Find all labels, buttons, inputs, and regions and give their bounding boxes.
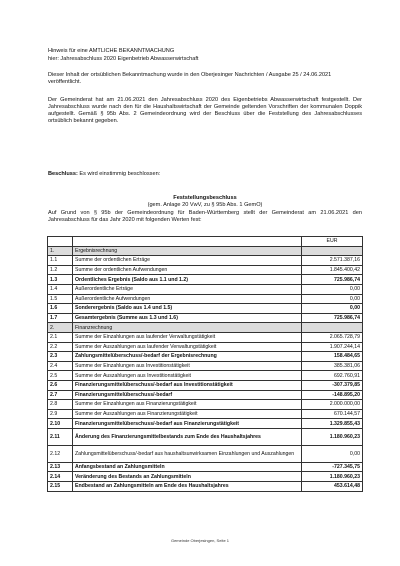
- row-label: Summe der ordentlichen Aufwendungen: [73, 265, 302, 275]
- row-label: Zahlungsmittelüberschuss/-bedarf aus haushaltsunwirksamen Einzahlungen und Auszahlungen: [73, 445, 302, 462]
- table-row: [48, 313, 363, 323]
- row-label: Summe der Einzahlungen aus Investitionstätigkeit: [73, 361, 302, 371]
- row-label: Ordentliches Ergebnis (Saldo aus 1.1 und 1.2): [73, 275, 302, 285]
- row-value: [302, 323, 363, 333]
- table-row: [48, 284, 363, 294]
- row-label: Finanzierungsmittelüberschuss/-bedarf aus Finanzierungstätigkeit: [73, 419, 302, 429]
- feststellung-title: Feststellungsbeschluss: [173, 195, 237, 201]
- table-row: [48, 275, 363, 285]
- row-number: 2.5: [48, 371, 73, 381]
- row-number: 2.2: [48, 342, 73, 352]
- row-number: 2.11: [48, 428, 73, 445]
- publication-note: Dieser Inhalt der ortsüblichen Bekanntmachung wurde in den Oberjesinger Nachrichten / Ausgabe 25 / 24.06.2021 veröffentlicht.: [48, 72, 332, 85]
- row-value: 1.845.400,42: [302, 265, 363, 275]
- row-label: Außerordentliche Aufwendungen: [73, 294, 302, 304]
- resolution-text: Es wird einstimmig beschlossen:: [77, 171, 161, 177]
- table-row: [48, 265, 363, 275]
- row-number: 1.5: [48, 294, 73, 304]
- row-value: 725.986,74: [302, 275, 363, 285]
- row-label: Summe der Auszahlungen aus Finanzierungstätigkeit: [73, 409, 302, 419]
- intro-paragraph: Auf Grund von § 95b der Gemeindeordnung für Baden-Württemberg stellt der Gemeinderat am 21.06.2021 den Jahresabschluss für das Jahr 2020 mit folgenden Werten fest:: [48, 210, 362, 223]
- row-label: Finanzierungsmittelüberschuss/-bedarf aus Investitionstätigkeit: [73, 380, 302, 390]
- row-number: 1.1: [48, 256, 73, 266]
- title-line-2: hier: Jahresabschluss 2020 Eigenbetrieb Abwasserwirtschaft: [48, 55, 199, 62]
- table-row: [48, 419, 363, 429]
- currency-header: EUR: [302, 237, 363, 247]
- row-label: Änderung des Finanzierungsmittelbestands zum Ende des Haushaltsjahres: [73, 428, 302, 445]
- page-footer: Gemeinde Oberjesingen, Seite 1: [170, 538, 230, 543]
- row-value: 385.381,06: [302, 361, 363, 371]
- row-number: 1.3: [48, 275, 73, 285]
- row-value: 2.065.728,79: [302, 332, 363, 342]
- title-line-1: Hinweis für eine AMTLICHE BEKANNTMACHUNG: [48, 48, 175, 54]
- table-row: [48, 400, 363, 410]
- row-number: 1.7: [48, 313, 73, 323]
- feststellung-heading: [48, 195, 362, 209]
- row-number: 1.: [48, 246, 73, 256]
- row-number: 2.3: [48, 352, 73, 362]
- table-row: [48, 352, 363, 362]
- table-row: [48, 380, 363, 390]
- row-number: 2.14: [48, 472, 73, 482]
- row-value: -148.895,20: [302, 390, 363, 400]
- row-label: Gesamtergebnis (Summe aus 1.3 und 1.6): [73, 313, 302, 323]
- table-row: [48, 304, 363, 314]
- row-value: 2.000.000,00: [302, 400, 363, 410]
- row-value: -727.345,75: [302, 462, 363, 472]
- table-row: [48, 256, 363, 266]
- row-value: 0,00: [302, 445, 363, 462]
- table-row: [48, 371, 363, 381]
- row-label: Summe der Einzahlungen aus Finanzierungstätigkeit: [73, 400, 302, 410]
- row-number: 2.13: [48, 462, 73, 472]
- resolution-line: [48, 171, 362, 178]
- table-row: [48, 445, 363, 462]
- header-empty-label: [73, 237, 302, 247]
- row-label: Summe der Auszahlungen aus laufender Verwaltungstätigkeit: [73, 342, 302, 352]
- row-label: Endbestand an Zahlungsmitteln am Ende des Haushaltsjahres: [73, 482, 302, 492]
- row-label: Zahlungsmittelüberschuss/-bedarf der Ergebnisrechnung: [73, 352, 302, 362]
- row-label: Summe der Einzahlungen aus laufender Verwaltungstätigkeit: [73, 332, 302, 342]
- row-number: 2.15: [48, 482, 73, 492]
- row-value: [302, 246, 363, 256]
- header-empty-num: [48, 237, 73, 247]
- table-row: [48, 482, 363, 492]
- financial-table: [47, 236, 363, 492]
- table-row: [48, 472, 363, 482]
- row-value: 2.571.387,16: [302, 256, 363, 266]
- row-value: 692.760,91: [302, 371, 363, 381]
- feststellung-subtitle: (gem. Anlage 20 VwV, zu § 95b Abs. 1 GemO): [147, 202, 263, 208]
- row-number: 2.7: [48, 390, 73, 400]
- row-number: 2.12: [48, 445, 73, 462]
- row-value: 158.484,65: [302, 352, 363, 362]
- table-row: [48, 294, 363, 304]
- row-value: 670.144,57: [302, 409, 363, 419]
- row-value: 1.329.855,43: [302, 419, 363, 429]
- row-value: 1.180.960,23: [302, 428, 363, 445]
- table-row: [48, 332, 363, 342]
- row-label: Anfangsbestand an Zahlungsmitteln: [73, 462, 302, 472]
- row-number: 2.1: [48, 332, 73, 342]
- row-number: 2.10: [48, 419, 73, 429]
- row-value: 725.986,74: [302, 313, 363, 323]
- row-number: 2.6: [48, 380, 73, 390]
- row-label: Finanzierungsmittelüberschuss/-bedarf: [73, 390, 302, 400]
- row-label: Ergebnisrechnung: [73, 246, 302, 256]
- document-title: [48, 48, 362, 63]
- row-number: 2.4: [48, 361, 73, 371]
- council-paragraph: Der Gemeinderat hat am 21.06.2021 den Jahresabschluss 2020 des Eigenbetriebs Abwasserwirtschaft festgestellt. Der Jahresabschluss wurde nach den für die Haushaltswirtschaft der Gemeinde geltenden Vorschriften der kommunalen Doppik aufgestellt. Gemäß § 95b Abs. 2 Gemeindeordnung wird der Beschluss über die Feststellung des Jahresabschlusses ortsüblich bekannt gegeben.: [48, 97, 362, 124]
- table-row: [48, 390, 363, 400]
- resolution-label: Beschluss:: [48, 171, 78, 177]
- row-value: 1.907.244,14: [302, 342, 363, 352]
- row-value: 0,00: [302, 304, 363, 314]
- row-value: 453.614,48: [302, 482, 363, 492]
- table-header-row: [48, 237, 363, 247]
- table-row: [48, 246, 363, 256]
- table-row: [48, 361, 363, 371]
- table-row: [48, 462, 363, 472]
- row-value: -307.379,85: [302, 380, 363, 390]
- row-label: Finanzrechnung: [73, 323, 302, 333]
- table-row: [48, 342, 363, 352]
- row-label: Summe der Auszahlungen aus Investitionstätigkeit: [73, 371, 302, 381]
- table-row: [48, 428, 363, 445]
- row-number: 1.6: [48, 304, 73, 314]
- row-label: Veränderung des Bestands an Zahlungsmitteln: [73, 472, 302, 482]
- table-row: [48, 323, 363, 333]
- row-label: Summe der ordentlichen Erträge: [73, 256, 302, 266]
- row-number: 2.8: [48, 400, 73, 410]
- row-number: 1.4: [48, 284, 73, 294]
- row-number: 1.2: [48, 265, 73, 275]
- row-label: Sonderergebnis (Saldo aus 1.4 und 1.5): [73, 304, 302, 314]
- row-number: 2.9: [48, 409, 73, 419]
- row-number: 2.: [48, 323, 73, 333]
- row-value: 1.180.960,23: [302, 472, 363, 482]
- row-label: Außerordentliche Erträge: [73, 284, 302, 294]
- row-value: 0,00: [302, 284, 363, 294]
- row-value: 0,00: [302, 294, 363, 304]
- table-row: [48, 409, 363, 419]
